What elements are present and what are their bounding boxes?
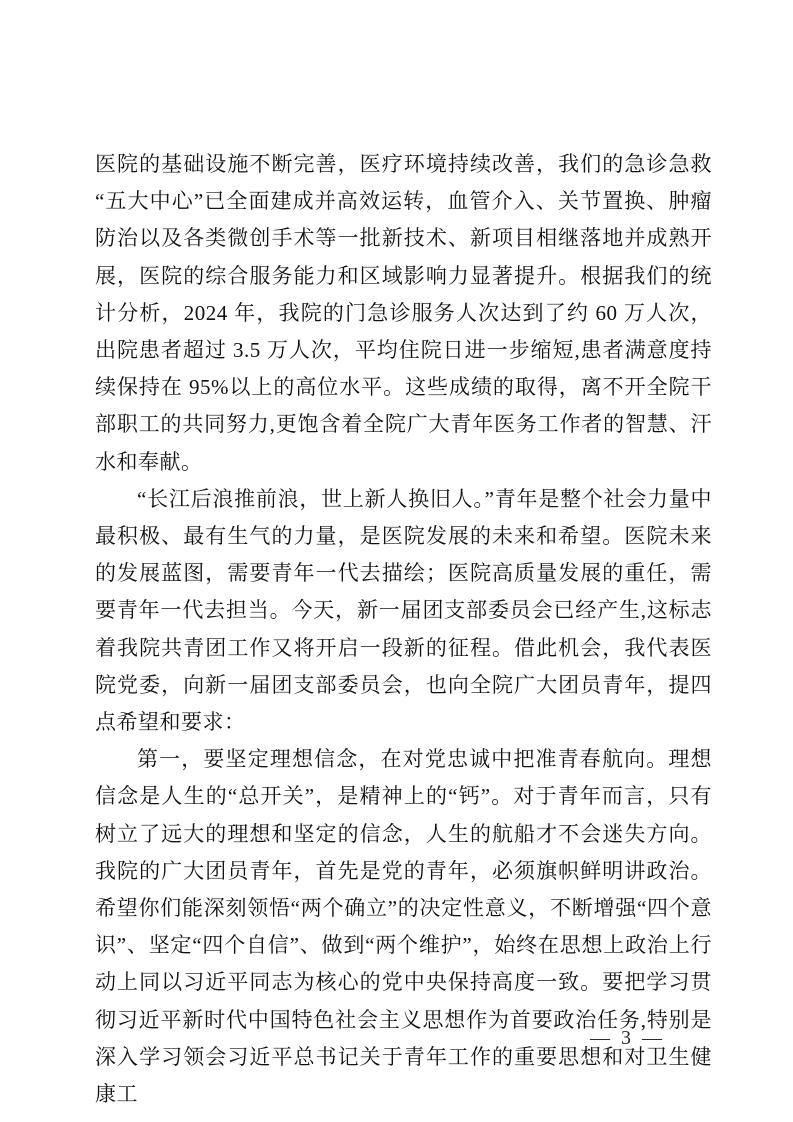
document-body	[95, 146, 712, 1113]
paragraph: “长江后浪推前浪，世上新人换旧人。”青年是整个社会力量中最积极、最有生气的力量，是医院发展的未来和希望。医院未来的发展蓝图，需要青年一代去描绘；医院高质量发展的重任，需要青年一代去担当。今天，新一届团支部委员会已经产生,这标志着我院共青团工作又将开启一段新的征程。借此机会，我代表医院党委，向新一届团支部委员会，也向全院广大团员青年，提四点希望和要求：	[95, 486, 712, 735]
page-number: — 3 —	[590, 1027, 665, 1049]
paragraph: 第一，要坚定理想信念，在对党忠诚中把准青春航向。理想信念是人生的“总开关”，是精神上的“钙”。对于青年而言，只有树立了远大的理想和坚定的信念，人生的航船才不会迷失方向。我院的广大团员青年，首先是党的青年，必须旗帜鲜明讲政治。希望你们能深刻领悟“两个确立”的决定性意义，不断增强“四个意识”、坚定“四个自信”、做到“两个维护”，始终在思想上政治上行动上同以习近平同志为核心的党中央保持高度一致。要把学习贯彻习近平新时代中国特色社会主义思想作为首要政治任务,特别是深入学习领会习近平总书记关于青年工作的重要思想和对卫生健康工	[95, 747, 712, 1107]
paragraph: 医院的基础设施不断完善，医疗环境持续改善，我们的急诊急救“五大中心”已全面建成并高效运转，血管介入、关节置换、肿瘤防治以及各类微创手术等一批新技术、新项目相继落地并成熟开展，医院的综合服务能力和区域影响力显著提升。根据我们的统计分析，2024 年，我院的门急诊服务人次达到了约 60 万人次，出院患者超过 3.5 万人次，平均住院日进一步缩短,患者满意度持续保持在 95%以上的高位水平。这些成绩的取得，离不开全院干部职工的共同努力,更饱含着全院广大青年医务工作者的智慧、汗水和奉献。	[95, 152, 712, 474]
